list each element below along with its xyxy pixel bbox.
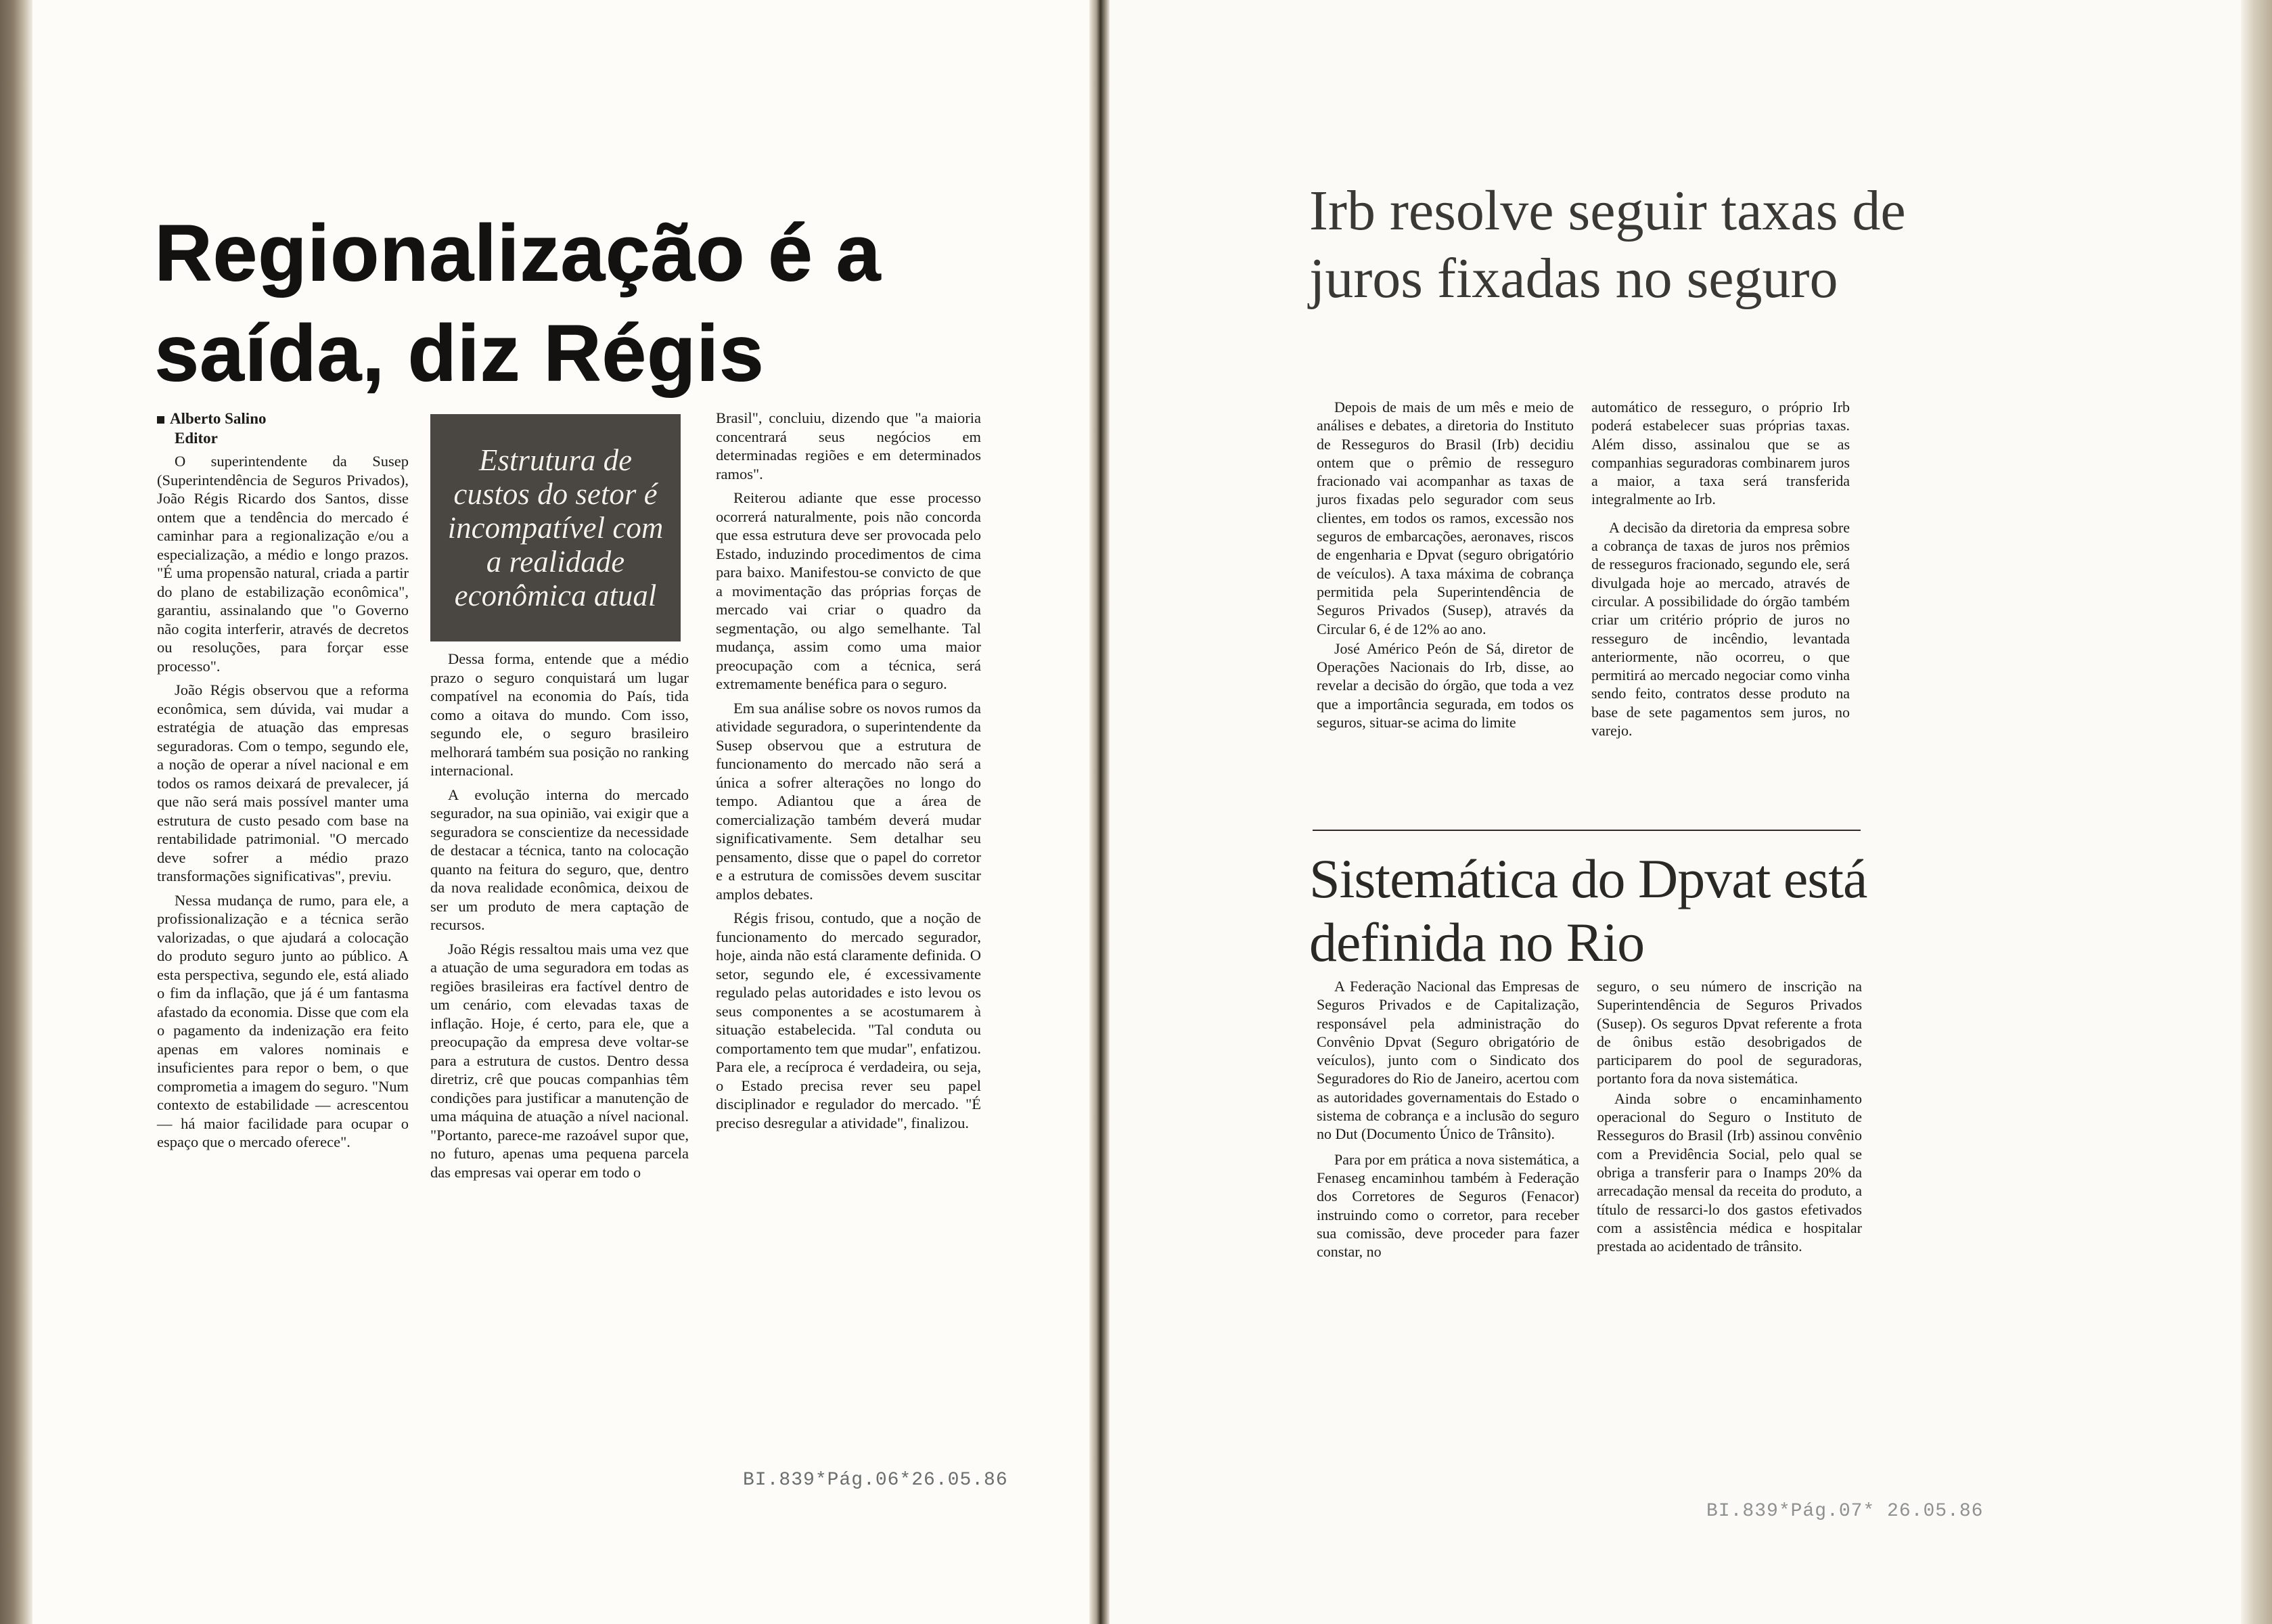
- byline-role: Editor: [175, 430, 218, 447]
- pull-quote-box: [430, 414, 681, 641]
- pull-quote-text: Estrutura de custos do setor é incompatível com a realidade econômica atual: [447, 443, 664, 612]
- byline-name: Alberto Salino: [170, 410, 267, 427]
- paragraph: seguro, o seu número de inscrição na Superintendência de Seguros Privados (Susep). Os seguros Dpvat referente a frota de ônibus estão desobrigados de participarem do pool de seguradoras, portanto fora da nova sistemática.: [1597, 978, 1862, 1087]
- paragraph: João Régis ressaltou mais uma vez que a atuação de uma seguradora em todas as regiões brasileiras era factível dentro de um cenário, com elevadas taxas de inflação. Hoje, é certo, para ele, que a preocupação da empresa deve voltar-se para a estrutura de custos. Dentro dessa diretriz, crê que poucas companhias têm condições para justificar a manutenção de uma máquina de atuação a nível nacional. "Portanto, parece-me razoável supor que, no futuro, apenas uma pequena parcela das empresas vai operar em todo o: [430, 940, 689, 1181]
- dpvat-headline: Sistemática do Dpvat está definida no Rio: [1309, 848, 1867, 973]
- paragraph: João Régis observou que a reforma econômica, sem dúvida, vai mudar a estratégia de atuação das empresas seguradoras. Com o tempo, segundo ele, a noção de operar a nível nacional e em todos os ramos deixará de prevalecer, já que não será mais possível manter uma estrutura de custo pesado com base na rentabilidade patrimonial. "O mercado deve sofrer a médio prazo transformações significativas", previu.: [157, 681, 409, 884]
- left-article-column-3: [716, 409, 981, 1133]
- left-page-footer-code: BI.839*Pág.06*26.05.86: [743, 1470, 1008, 1491]
- paragraph: O superintendente da Susep (Superintendência de Seguros Privados), João Régis Ricardo dos Santos, disse ontem que a tendência do mercado é caminhar para a regionalização e/ou a especialização, a médio e longo prazos. "É uma propensão natural, criada a partir do plano de estabilização econômica", garantiu, assinalando que "o Governo não cogita interferir, através de decretos ou resoluções, para forçar esse processo".: [157, 453, 409, 675]
- dpvat-article-column-2: [1597, 977, 1862, 1257]
- paragraph: A decisão da diretoria da empresa sobre a cobrança de taxas de juros nos prêmios de resseguros fracionado, segundo ele, será divulgada hoje ao mercado, através de circular. A possibilidade do órgão também criar um critério próprio de juros no resseguro de incêndio, levantada anteriormente, não ocorreu, o que permitirá ao mercado negociar como vinha sendo feito, contratos desse produto na base de sete pagamentos sem juros, no varejo.: [1591, 518, 1850, 740]
- right-page-footer-code: BI.839*Pág.07* 26.05.86: [1706, 1501, 1984, 1522]
- irb-article-column-1: [1317, 398, 1574, 733]
- book-spine-edge: [0, 0, 32, 1624]
- paragraph: A Federação Nacional das Empresas de Seguros Privados e de Capitalização, responsável pela administração do Convênio Dpvat (Seguro obrigatório de veículos), junto com o Sindicato dos Seguradores do Rio de Janeiro, acertou com as autoridades governamentais do Estado o sistema de cobrança e a inclusão do seguro no Dut (Documento Único de Trânsito).: [1317, 978, 1579, 1143]
- paragraph: Régis frisou, contudo, que a noção de funcionamento do mercado segurador, hoje, ainda não está claramente definida. O setor, segundo ele, é excessivamente regulado pelas autoridades e isto levou os seus componentes a se acostumarem à situação estabelecida. "Tal conduta ou comportamento tem que mudar", enfatizou. Para ele, a recíproca é verdadeira, ou seja, o Estado precisa rever seu papel disciplinador e regulador do mercado. "É preciso desregular a atividade", finalizou.: [716, 909, 981, 1131]
- paragraph: José Américo Peón de Sá, diretor de Operações Nacionais do Irb, disse, ao revelar a decisão do órgão, que toda a vez que a importância segurada, em todos os seguros, situar-se acima do limite: [1317, 639, 1574, 731]
- left-article-column-1: [157, 452, 409, 1153]
- book-gutter: [1089, 0, 1110, 1624]
- left-page: [0, 0, 1089, 1624]
- paragraph: automático de resseguro, o próprio Irb poderá estabelecer suas próprias taxas. Além disso, assinalou que se as companhias seguradoras combinarem juros a maior, a taxa será transferida integralmente ao Irb.: [1591, 399, 1850, 508]
- left-headline: Regionalização é a saída, diz Régis: [154, 208, 881, 398]
- paragraph: Em sua análise sobre os novos rumos da atividade seguradora, o superintendente da Susep observou que a estrutura de funcionamento do mercado não será a única a sofrer alterações no longo do tempo. Adiantou que a área de comercialização também deverá mudar significativamente. Sem detalhar seu pensamento, disse que o papel do corretor e a estrutura de comissões devem suscitar amplos debates.: [716, 699, 981, 903]
- paragraph: Ainda sobre o encaminhamento operacional do Seguro o Instituto de Resseguros do Brasil (Irb) assinou convênio com a Previdência Social, pelo qual se obriga a transferir para o Inamps 20% da arrecadação mensal da receita do produto, a título de ressarci-lo dos gastos efetivados com a assistência médica e hospitalar prestada ao acidentado de trânsito.: [1597, 1089, 1862, 1255]
- paragraph: Reiterou adiante que esse processo ocorrerá naturalmente, pois não concorda que essa estrutura deve ser provocada pelo Estado, induzindo procedimentos de cima para baixo. Manifestou-se convicto de que a movimentação das próprias forças de mercado vai criar o quadro da segmentação, ou algo semelhante. Tal mudança, assim como uma maior preocupação com a técnica, será extremamente benéfica para o seguro.: [716, 489, 981, 692]
- paragraph: Nessa mudança de rumo, para ele, a profissionalização e a técnica serão valorizadas, o que ajudará a colocação do produto seguro junto ao público. A esta perspectiva, segundo ele, está aliado o fim da inflação, que já é um fantasma afastado da economia. Disse que com ela o pagamento da indenização era feito apenas em valores nominais e insuficientes para repor o bem, o que comprometia a imagem do seguro. "Num contexto de estabilidade — acrescentou — há maior facilidade para ocupar o espaço que o mercado oferece".: [157, 891, 409, 1150]
- bullet-square-icon: [157, 416, 164, 424]
- dpvat-article-column-1: [1317, 977, 1579, 1262]
- left-article-column-2: [430, 650, 689, 1183]
- irb-headline: Irb resolve seguir taxas de juros fixadas no seguro: [1309, 179, 1906, 310]
- page-right-edge: [2241, 0, 2272, 1624]
- paragraph: Depois de mais de um mês e meio de análises e debates, a diretoria do Instituto de Resseguros do Brasil (Irb) decidiu ontem que o prêmio de resseguro fracionado vai acompanhar as taxas de juros fixadas pelo segurador com seus clientes, em todos os ramos, excessão nos seguros de embarcações, aeronaves, riscos de engenharia e Dpvat (seguro obrigatório de veículos). A taxa máxima de cobrança permitida pela Superintendência de Seguros Privados (Susep), através da Circular 6, é de 12% ao ano.: [1317, 399, 1574, 637]
- irb-article-column-2: [1591, 398, 1850, 741]
- paragraph: Dessa forma, entende que a médio prazo o seguro conquistará um lugar compatível na economia do País, tida como a oitava do mundo. Com isso, segundo ele, o seguro brasileiro melhorará também sua posição no ranking internacional.: [430, 650, 689, 779]
- article-divider-rule: [1313, 830, 1861, 831]
- paragraph: A evolução interna do mercado segurador, na sua opinião, vai exigir que a seguradora se conscientize da necessidade de destacar a técnica, tanto na colocação quanto na feitura do seguro, que, dentro da nova realidade econômica, deixou de ser um produto de mera captação de recursos.: [430, 786, 689, 933]
- paragraph: Para por em prática a nova sistemática, a Fenaseg encaminhou também à Federação dos Corretores de Seguros (Fenacor) instruindo como o corretor, para receber sua comissão, deve proceder para fazer constar, no: [1317, 1150, 1579, 1261]
- byline: [157, 409, 401, 448]
- paragraph: Brasil", concluiu, dizendo que "a maioria concentrará seus negócios em determinadas regiões e em determinados ramos".: [716, 409, 981, 482]
